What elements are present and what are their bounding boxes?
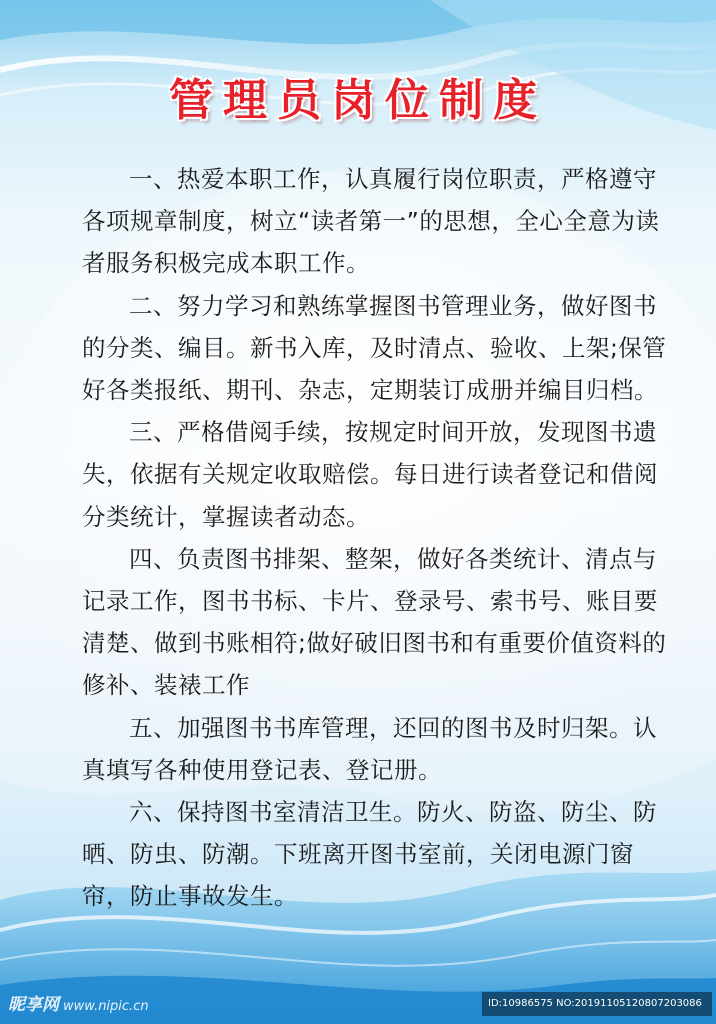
rule-paragraph-5: 五、加强图书书库管理，还回的图书及时归架。认真填写各种使用登记表、登记册。 bbox=[82, 713, 657, 784]
rule-paragraph-2: 二、努力学习和熟练掌握图书管理业务，做好图书的分类、编目。新书入库，及时清点、验收、上架;保管好各类报纸、期刊、杂志，定期装订成册并编目归档。 bbox=[82, 291, 667, 405]
rule-paragraph-1: 一、热爱本职工作，认真履行岗位职责，严格遵守各项规章制度，树立“读者第一”的思想，全心全意为读者服务积极完成本职工作。 bbox=[82, 165, 660, 278]
watermark-logo-text: 昵享网 bbox=[8, 995, 59, 1015]
rule-paragraph-3: 三、严格借阅手续，按规定时间开放，发现图书遗失，依据有关规定收取赔偿。每日进行读者登记和借阅分类统计，掌握读者动态。 bbox=[82, 418, 658, 531]
watermark-url: www.nipic.cn bbox=[63, 999, 149, 1014]
watermark-logo bbox=[8, 990, 149, 1015]
rule-paragraph-6: 六、保持图书室清洁卫生。防火、防盗、防尘、防晒、防虫、防潮。下班离开图书室前，关闭电源门窗帘，防止事故发生。 bbox=[82, 798, 657, 911]
watermark-id-bar: ID:10986575 NO:20191105120807203086 bbox=[482, 992, 712, 1016]
rule-paragraph-4: 四、负责图书排架、整架，做好各类统计、清点与记录工作，图书书标、卡片、登录号、索书号、账目要清楚、做到书账相符;做好破旧图书和有重要价值资料的修补、装裱工作 bbox=[82, 544, 667, 700]
rules-body bbox=[82, 158, 678, 918]
poster-title: 管理员岗位制度 bbox=[169, 75, 547, 126]
